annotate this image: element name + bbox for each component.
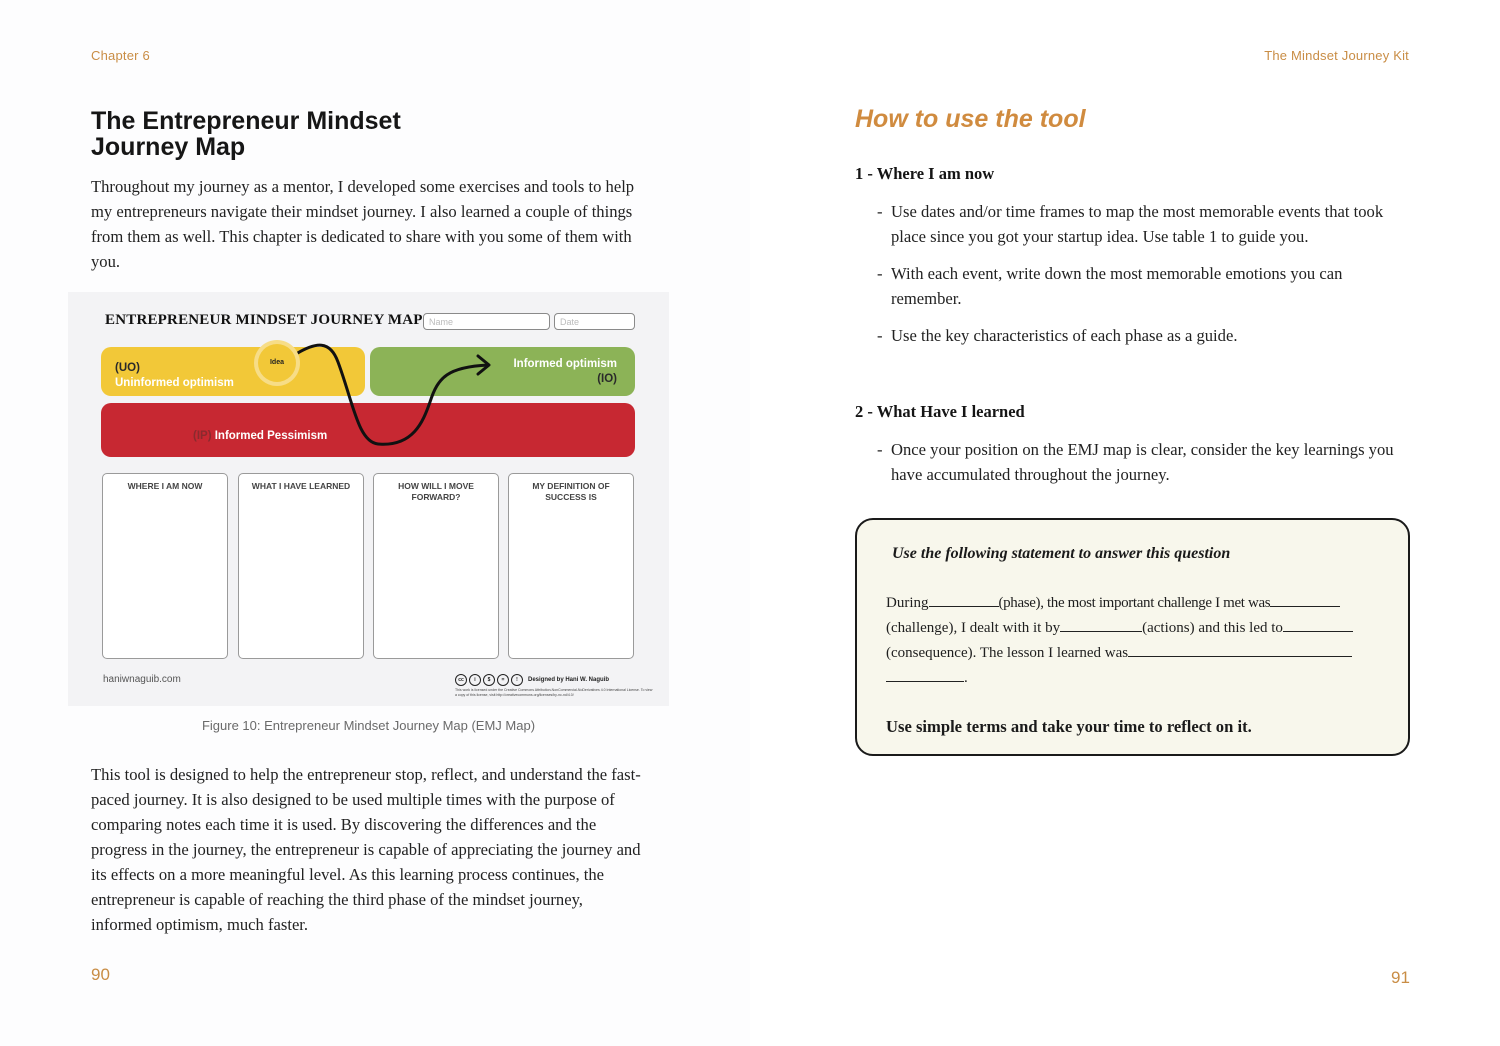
phase-name-uo: Uninformed optimism bbox=[115, 377, 234, 389]
license-block bbox=[455, 674, 655, 698]
list-item: - Once your position on the EMJ map is clear, consider the key learnings you have accumulated throughout the journey. bbox=[876, 437, 1401, 487]
page-number: 90 bbox=[91, 965, 110, 984]
running-head-chapter: Chapter 6 bbox=[91, 48, 150, 63]
phase-band-uninformed-optimism bbox=[101, 347, 365, 396]
phase-name-ip: Informed Pessimism bbox=[214, 430, 328, 442]
page-title: The Entrepreneur Mindset Journey Map bbox=[91, 107, 401, 161]
figure-website: haniwnaguib.com bbox=[103, 674, 181, 685]
list-item: - With each event, write down the most memorable emotions you can remember. bbox=[876, 261, 1396, 311]
blank-actions[interactable] bbox=[1060, 617, 1142, 632]
section-title-what-have-i-learned: 2 - What Have I learned bbox=[855, 402, 1025, 421]
column-definition-of-success bbox=[508, 473, 634, 659]
statement-text: . bbox=[964, 670, 968, 686]
statement-text: (actions) and this led to bbox=[1142, 620, 1283, 636]
phase-abbr-uo: (UO) bbox=[115, 362, 140, 374]
attribution-icon: i bbox=[469, 674, 481, 686]
blank-consequence[interactable] bbox=[1283, 617, 1353, 632]
section-title-where-i-am-now: 1 - Where I am now bbox=[855, 164, 995, 183]
body-paragraph: This tool is designed to help the entrepreneur stop, reflect, and understand the fast-paced journey. It is also designed to be used multiple times with the purpose of comparing notes each time it is used. By discovering the differences and the progress in the journey, the entrepreneur is capable of appreciating the journey and its effects on a more meaningful level. As this learning process continues, the entrepreneur is capable of reaching the third phase of the mindset journey, informed optimism, much faster. bbox=[91, 765, 641, 934]
blank-phase[interactable] bbox=[929, 592, 999, 607]
answer-statement-box bbox=[855, 518, 1410, 756]
cc-icon: cc bbox=[455, 674, 467, 686]
column-label: MY DEFINITION OF SUCCESS IS bbox=[532, 481, 610, 502]
phase-name-io: Informed optimism bbox=[513, 358, 617, 370]
column-label: WHERE I AM NOW bbox=[127, 481, 203, 491]
license-text: This work is licensed under the Creative Commons Attribution-NonCommercial-NoDerivatives 4.0 International License. To view a copy of this license, visit http://creativecommons.org/licenses/by-nc-nd/4.0/ bbox=[455, 688, 653, 697]
figure-caption: Figure 10: Entrepreneur Mindset Journey Map (EMJ Map) bbox=[201, 718, 536, 733]
list-item: - Use the key characteristics of each phase as a guide. bbox=[876, 323, 1396, 348]
designed-by: Designed by Hani W. Naguib bbox=[528, 677, 610, 683]
phase-abbr-io: (IO) bbox=[597, 373, 617, 385]
emj-map-figure bbox=[68, 292, 669, 706]
blank-lesson[interactable] bbox=[1128, 642, 1352, 657]
statement-text: (phase), the most important challenge I met was bbox=[998, 595, 1271, 611]
box-heading: Use the following statement to answer this question bbox=[892, 545, 1231, 562]
blank-lesson-continued[interactable] bbox=[886, 667, 964, 682]
info-icon: ! bbox=[511, 674, 523, 686]
column-label: HOW WILL I MOVE FORWARD? bbox=[398, 481, 474, 502]
page-number: 91 bbox=[1391, 968, 1410, 987]
noncommercial-icon: $ bbox=[483, 674, 495, 686]
box-footer-note: Use simple terms and take your time to reflect on it. bbox=[886, 717, 1252, 736]
phase-abbr-ip: (IP) bbox=[193, 430, 212, 442]
phase-band-informed-optimism bbox=[370, 347, 635, 396]
column-how-will-i-move-forward bbox=[373, 473, 499, 659]
statement-text: During bbox=[886, 595, 929, 611]
column-what-i-have-learned bbox=[238, 473, 364, 659]
figure-title: ENTREPRENEUR MINDSET JOURNEY MAP bbox=[105, 312, 423, 328]
idea-marker: Idea bbox=[258, 344, 296, 382]
section-heading: How to use the tool bbox=[855, 105, 1086, 133]
name-field: Name bbox=[423, 313, 550, 330]
bullet-list-what-have-i-learned bbox=[876, 437, 1401, 499]
column-label: WHAT I HAVE LEARNED bbox=[251, 481, 351, 491]
bullet-list-where-i-am-now bbox=[876, 199, 1396, 360]
fill-in-statement bbox=[886, 591, 1374, 691]
noderivatives-icon: = bbox=[497, 674, 509, 686]
phase-band-informed-pessimism bbox=[101, 403, 635, 457]
column-where-i-am-now bbox=[102, 473, 228, 659]
intro-paragraph: Throughout my journey as a mentor, I developed some exercises and tools to help my entrepreneurs navigate their mindset journey. I also learned a couple of things from them as well. This chapter is dedicated to share with you some of them with you. bbox=[91, 177, 635, 271]
list-item: - Use dates and/or time frames to map the most memorable events that took place since you got your startup idea. Use table 1 to guide you. bbox=[876, 199, 1396, 249]
running-head-book: The Mindset Journey Kit bbox=[1264, 48, 1409, 63]
statement-text: (consequence). The lesson I learned was bbox=[886, 645, 1129, 661]
blank-challenge[interactable] bbox=[1270, 592, 1340, 607]
date-field: Date bbox=[554, 313, 635, 330]
statement-text: (challenge), I dealt with it by bbox=[886, 620, 1061, 636]
